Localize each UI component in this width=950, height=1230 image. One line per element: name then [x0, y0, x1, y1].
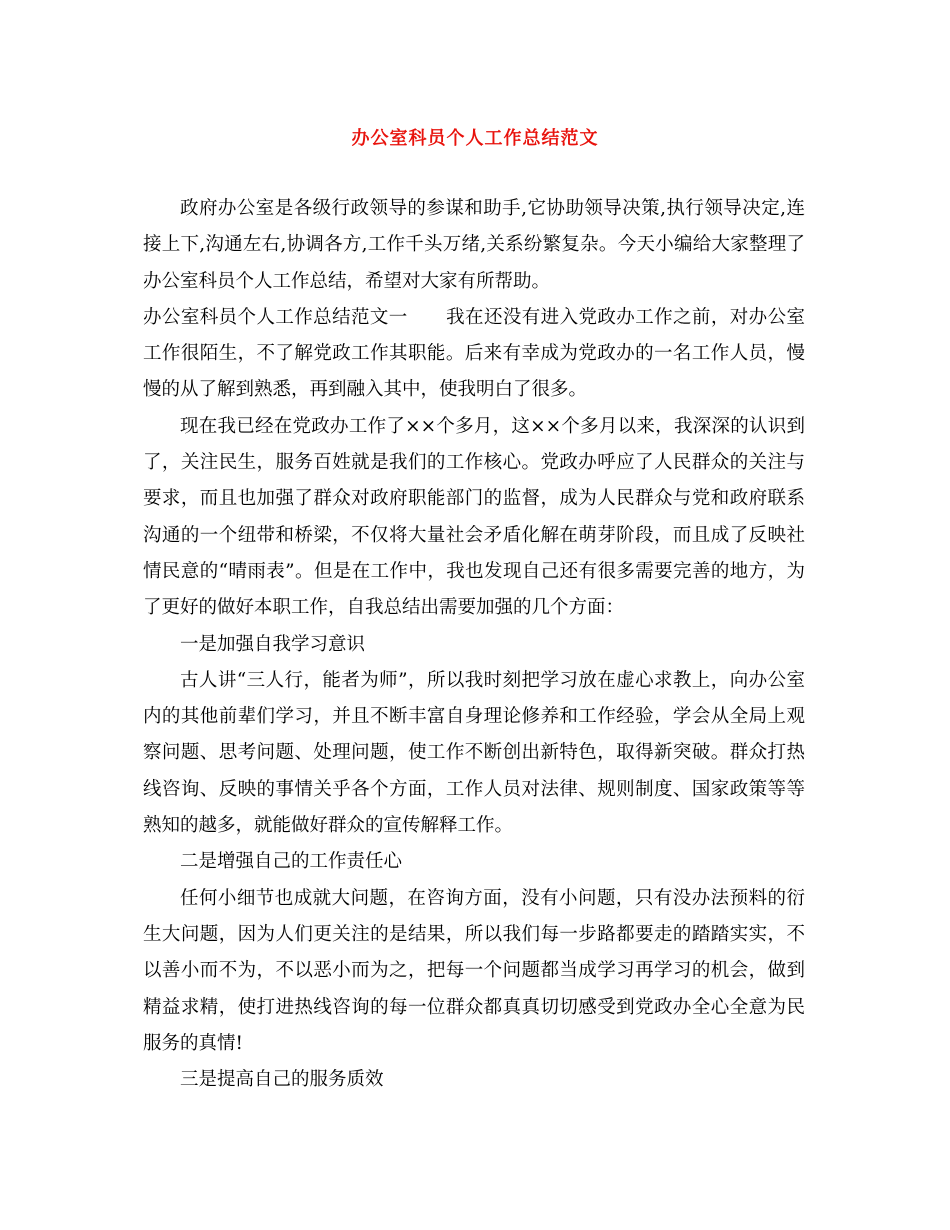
point3-heading: 三是提高自己的服务质效: [180, 1069, 384, 1091]
section1-paragraph: [143, 300, 805, 409]
section1-heading: 办公室科员个人工作总结范文一: [143, 306, 408, 328]
document-body: [143, 191, 805, 1098]
document-title: 办公室科员个人工作总结范文: [351, 128, 599, 149]
section1-second-paragraph: 现在我已经在党政办工作了××个多月，这××个多月以来，我深深的认识到了，关注民生，服务百姓就是我们的工作核心。党政办呼应了人民群众的关注与要求，而且也加强了群众对政府职能部门的监督，成为人民群众与党和政府联系沟通的一个纽带和桥梁，不仅将大量社会矛盾化解在萌芽阶段，而且成了反映社情民意的“晴雨表”。但是在工作中，我也发现自己还有很多需要完善的地方，为了更好的做好本职工作，自我总结出需要加强的几个方面：: [143, 415, 805, 619]
point2-paragraph: 任何小细节也成就大问题，在咨询方面，没有小问题，只有没办法预料的衍生大问题，因为人们更关注的是结果，所以我们每一步路都要走的踏踏实实，不以善小而不为，不以恶小而为之，把每一个问题都当成学习再学习的机会，做到精益求精，使打进热线咨询的每一位群众都真真切切感受到党政办全心全意为民服务的真情!: [143, 887, 805, 1054]
point1-heading: 一是加强自我学习意识: [180, 633, 366, 655]
point1-paragraph: 古人讲“三人行，能者为师”，所以我时刻把学习放在虚心求教上，向办公室内的其他前辈们学习，并且不断丰富自身理论修养和工作经验，学会从全局上观察问题、思考问题、处理问题，使工作不断创出新特色，取得新突破。群众打热线咨询、反映的事情关乎各个方面，工作人员对法律、规则制度、国家政策等等熟知的越多，就能做好群众的宣传解释工作。: [143, 669, 805, 837]
point2-heading: 二是增强自己的工作责任心: [180, 851, 403, 873]
intro-paragraph: 政府办公室是各级行政领导的参谋和助手,它协助领导决策,执行领导决定,连接上下,沟通左右,协调各方,工作千头万绪,关系纷繁复杂。今天小编给大家整理了办公室科员个人工作总结，希望对大家有所帮助。: [143, 198, 805, 292]
section1-first-text: 我在还没有进入党政办工作之前，对办公室工作很陌生，不了解党政工作其职能。后来有幸成为党政办的一名工作人员，慢慢的从了解到熟悉，再到融入其中，使我明白了很多。: [143, 306, 805, 401]
